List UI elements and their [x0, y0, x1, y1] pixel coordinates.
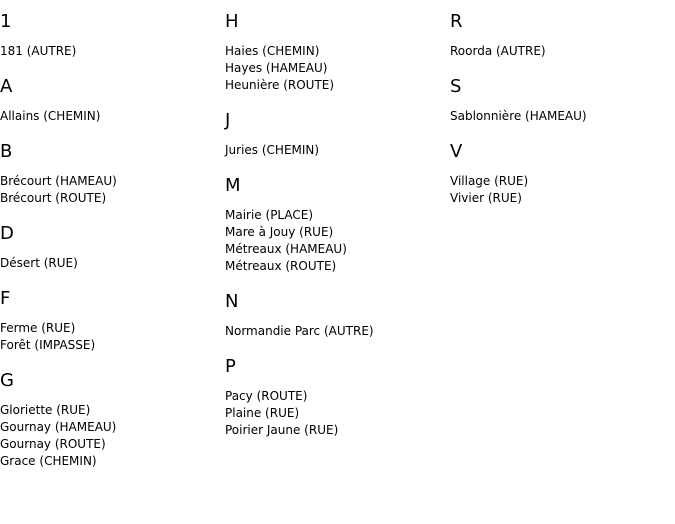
street-entry: Mare à Jouy (RUE) — [225, 225, 334, 239]
letter-group — [450, 75, 670, 125]
street-list — [225, 323, 445, 340]
street-list — [0, 43, 220, 60]
letter-heading: D — [0, 223, 14, 244]
street-entry: Brécourt (HAMEAU) — [0, 174, 117, 188]
street-entry: Gournay (ROUTE) — [0, 437, 106, 451]
letter-group — [0, 287, 220, 354]
street-entry: Ferme (RUE) — [0, 321, 76, 335]
street-list — [450, 43, 670, 60]
letter-group — [225, 10, 445, 94]
street-entry: Normandie Parc (AUTRE) — [225, 324, 374, 338]
street-list — [0, 255, 220, 272]
street-entry: Heunière (ROUTE) — [225, 78, 335, 92]
letter-heading: H — [225, 11, 239, 32]
index-column-1 — [0, 10, 220, 485]
letter-group — [0, 10, 220, 60]
street-list — [0, 320, 220, 354]
street-list — [450, 108, 670, 125]
letter-heading: N — [225, 291, 239, 312]
street-entry: Juries (CHEMIN) — [225, 143, 320, 157]
street-list — [450, 173, 670, 207]
letter-heading: S — [450, 76, 462, 97]
street-list — [225, 207, 445, 275]
street-entry: Gournay (HAMEAU) — [0, 420, 117, 434]
street-entry: Plaine (RUE) — [225, 406, 300, 420]
letter-group — [0, 75, 220, 125]
street-list — [225, 388, 445, 439]
street-entry: Forêt (IMPASSE) — [0, 338, 96, 352]
letter-group — [0, 140, 220, 207]
letter-group — [0, 369, 220, 470]
letter-group — [225, 174, 445, 275]
letter-heading: P — [225, 356, 236, 377]
street-entry: Métreaux (ROUTE) — [225, 259, 337, 273]
street-entry: Désert (RUE) — [0, 256, 78, 270]
street-entry: Pacy (ROUTE) — [225, 389, 308, 403]
street-entry: 181 (AUTRE) — [0, 44, 77, 58]
street-entry: Gloriette (RUE) — [0, 403, 91, 417]
index-column-2 — [225, 10, 445, 454]
letter-heading: 1 — [0, 11, 12, 32]
street-list — [225, 43, 445, 94]
letter-heading: R — [450, 11, 463, 32]
letter-group — [225, 290, 445, 340]
street-entry: Grace (CHEMIN) — [0, 454, 97, 468]
street-entry: Mairie (PLACE) — [225, 208, 314, 222]
street-entry: Haies (CHEMIN) — [225, 44, 320, 58]
letter-group — [225, 355, 445, 439]
street-entry: Brécourt (ROUTE) — [0, 191, 107, 205]
street-entry: Hayes (HAMEAU) — [225, 61, 328, 75]
street-entry: Village (RUE) — [450, 174, 529, 188]
street-list — [0, 402, 220, 470]
street-entry: Vivier (RUE) — [450, 191, 522, 205]
street-list — [0, 108, 220, 125]
letter-group — [0, 222, 220, 272]
index-column-3 — [450, 10, 670, 222]
street-entry: Métreaux (HAMEAU) — [225, 242, 347, 256]
letter-heading: B — [0, 141, 13, 162]
street-entry: Allains (CHEMIN) — [0, 109, 101, 123]
letter-heading: M — [225, 175, 241, 196]
letter-group — [450, 10, 670, 60]
street-list — [0, 173, 220, 207]
letter-group — [450, 140, 670, 207]
letter-heading: G — [0, 370, 14, 391]
letter-group — [225, 109, 445, 159]
letter-heading: J — [225, 110, 231, 131]
street-entry: Roorda (AUTRE) — [450, 44, 546, 58]
letter-heading: F — [0, 288, 11, 309]
street-list — [225, 142, 445, 159]
street-entry: Sablonnière (HAMEAU) — [450, 109, 587, 123]
street-entry: Poirier Jaune (RUE) — [225, 423, 339, 437]
letter-heading: V — [450, 141, 463, 162]
letter-heading: A — [0, 76, 13, 97]
